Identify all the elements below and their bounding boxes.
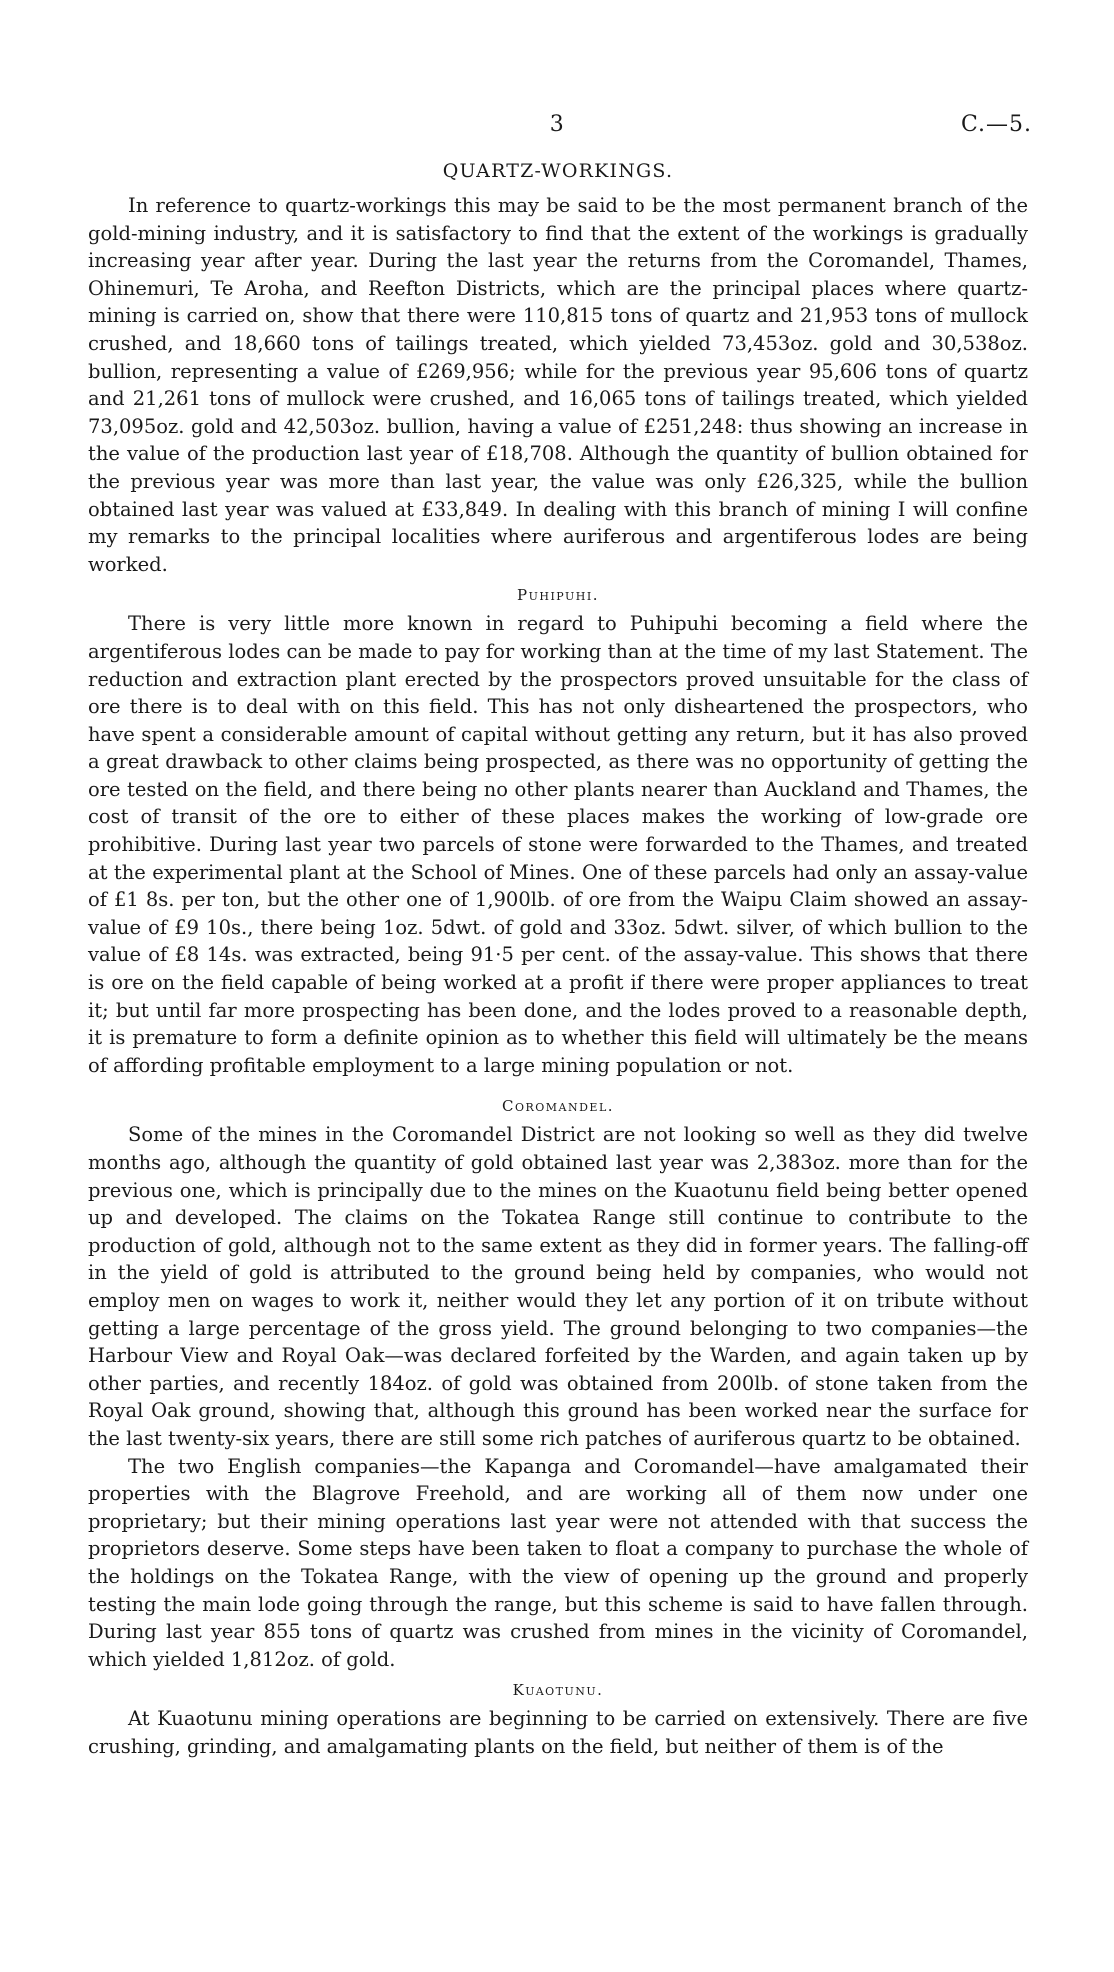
page-number: 3 <box>549 112 565 137</box>
puhipuhi-paragraph: There is very little more known in regard to Puhipuhi becoming a field where the argentiferous lodes can be made to pay for working than at the time of my last Statement. The reduction and extraction plant erected by the prospectors proved unsuitable for the class of ore there is to deal with on this field. This has not only disheartened the prospectors, who have spent a considerable amount of capital without getting any return, but it has also proved a great drawback to other claims being prospected, as there was no opportunity of getting the ore tested on the field, and there being no other plants nearer than Auckland and Thames, the cost of transit of the ore to either of these places makes the working of low-grade ore prohibitive. During last year two parcels of stone were forwarded to the Thames, and treated at the experimental plant at the School of Mines. One of these parcels had only an assay-value of £1 8s. per ton, but the other one of 1,900lb. of ore from the Waipu Claim showed an assay-value of £9 10s., there being 1oz. 5dwt. of gold and 33oz. 5dwt. silver, of which bullion to the value of £8 14s. was extracted, being 91·5 per cent. of the assay-value. This shows that there is ore on the field capable of being worked at a profit if there were proper appliances to treat it; but until far more prospecting has been done, and the lodes proved to a reasonable depth, it is premature to form a definite opinion as to whether this field will ultimately be the means of affording profitable employment to a large mining population or not. <box>88 612 1028 1077</box>
puhipuhi-heading: Puhipuhi. <box>517 586 599 605</box>
coromandel-paragraph-2: The two English companies—the Kapanga and Coromandel—have amalgamated their properties with the Blagrove Freehold, and are working all of them now under one proprietary; but their mining operations last year were not attended with that success the proprietors deserve. Some steps have been taken to float a company to purchase the whole of the holdings on the Tokatea Range, with the view of opening up the ground and properly testing the main lode going through the range, but this scheme is said to have fallen through. During last year 855 tons of quartz was crushed from mines in the vicinity of Coromandel, which yielded 1,812oz. of gold. <box>88 1454 1028 1671</box>
section-title: QUARTZ-WORKINGS. <box>442 160 674 182</box>
document-reference: C.—5. <box>960 112 1032 137</box>
intro-paragraph: In reference to quartz-workings this may be said to be the most permanent branch of the gold-mining industry, and it is satisfactory to find that the extent of the workings is gradually increasing year after year. During the last year the returns from the Coromandel, Thames, Ohinemuri, Te Aroha, and Reefton Districts, which are the principal places where quartz-mining is carried on, show that there were 110,815 tons of quartz and 21,953 tons of mullock crushed, and 18,660 tons of tailings treated, which yielded 73,453oz. gold and 30,538oz. bullion, representing a value of £269,956; while for the previous year 95,606 tons of quartz and 21,261 tons of mullock were crushed, and 16,065 tons of tailings treated, which yielded 73,095oz. gold and 42,503oz. bullion, having a value of £251,248: thus showing an increase in the value of the production last year of £18,708. Although the quantity of bullion obtained for the previous year was more than last year, the value was only £26,325, while the bullion obtained last year was valued at £33,849. In dealing with this branch of mining I will confine my remarks to the principal localities where auriferous and argentiferous lodes are being worked. <box>88 194 1028 576</box>
coromandel-paragraph-1: Some of the mines in the Coromandel District are not looking so well as they did twelve months ago, although the quantity of gold obtained last year was 2,383oz. more than for the previous one, which is principally due to the mines on the Kuaotunu field being better opened up and developed. The claims on the Tokatea Range still continue to contribute to the production of gold, although not to the same extent as they did in former years. The falling-off in the yield of gold is attributed to the ground being held by companies, who would not employ men on wages to work it, neither would they let any portion of it on tribute without getting a large percentage of the gross yield. The ground belonging to two companies—the Harbour View and Royal Oak—was declared forfeited by the Warden, and again taken up by other parties, and recently 184oz. of gold was obtained from 200lb. of stone taken from the Royal Oak ground, showing that, although this ground has been worked near the surface for the last twenty-six years, there are still some rich patches of auriferous quartz to be obtained. <box>88 1123 1028 1450</box>
body-content <box>88 160 1028 1760</box>
kuaotunu-heading: Kuaotunu. <box>512 1681 604 1700</box>
coromandel-heading: Coromandel. <box>501 1097 615 1116</box>
kuaotunu-paragraph: At Kuaotunu mining operations are beginning to be carried on extensively. There are five crushing, grinding, and amalgamating plants on the field, but neither of them is of the <box>88 1707 1028 1758</box>
